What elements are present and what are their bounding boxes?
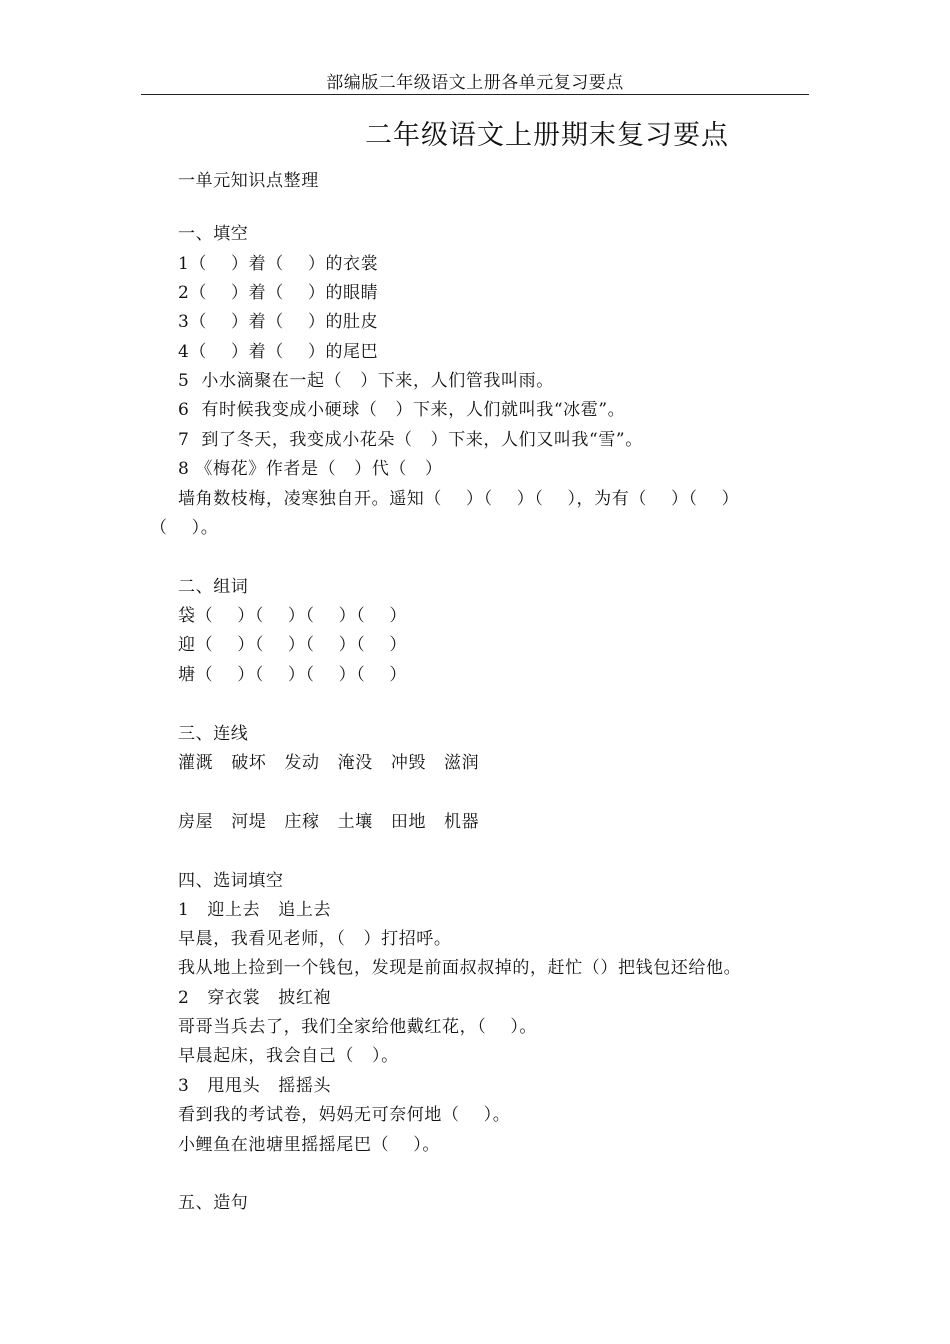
document-title: 二年级语文上册期末复习要点 — [365, 120, 729, 151]
choose-word-line-3: 我从地上捡到一个钱包，发现是前面叔叔掉的，赶忙（）把钱包还给他。 — [178, 958, 742, 978]
choose-word-line-7: 3 甩甩头 摇摇头 — [178, 1076, 332, 1096]
choose-word-line-2: 早晨，我看见老师，（ ）打招呼。 — [178, 929, 452, 949]
fill-blank-item-3: 3（ ）着（ ）的肚皮 — [178, 312, 379, 332]
page-header: 部编版二年级语文上册各单元复习要点 — [326, 73, 624, 93]
matching-row-nouns: 房屋 河堤 庄稼 土壤 田地 机器 — [178, 812, 480, 832]
choose-word-line-8: 看到我的考试卷，妈妈无可奈何地（ ）。 — [178, 1105, 511, 1125]
choose-word-line-1: 1 迎上去 追上去 — [178, 900, 332, 920]
section-heading-sentence: 五、造句 — [178, 1193, 249, 1213]
unit-heading: 一单元知识点整理 — [178, 171, 319, 191]
fill-blank-item-2: 2（ ）着（ ）的眼睛 — [178, 283, 379, 303]
matching-row-verbs: 灌溉 破坏 发动 淹没 冲毁 滋润 — [178, 753, 480, 773]
word-group-item-2: 迎（ ）（ ）（ ）（ ） — [178, 635, 407, 655]
header-divider — [141, 94, 809, 95]
section-heading-word-group: 二、组词 — [178, 577, 249, 597]
fill-blank-item-4: 4（ ）着（ ）的尾巴 — [178, 342, 379, 362]
word-group-item-1: 袋（ ）（ ）（ ）（ ） — [178, 606, 407, 626]
word-group-item-3: 塘（ ）（ ）（ ）（ ） — [178, 665, 407, 685]
section-heading-choose-word: 四、选词填空 — [178, 871, 284, 891]
section-heading-fill-blank: 一、填空 — [178, 224, 249, 244]
choose-word-line-5: 哥哥当兵去了，我们全家给他戴红花，（ ）。 — [178, 1017, 538, 1037]
fill-blank-item-8: 8 《梅花》作者是（ ）代（ ） — [178, 459, 443, 479]
choose-word-line-9: 小鲤鱼在池塘里摇摇尾巴（ ）。 — [178, 1135, 440, 1155]
poem-line-1: 墙角数枝梅，凌寒独自开。遥知（ ）（ ）（ ），为有（ ）（ ） — [178, 489, 740, 509]
poem-line-2: （ ）。 — [150, 518, 219, 538]
fill-blank-item-1: 1（ ）着（ ）的衣裳 — [178, 254, 379, 274]
section-heading-matching: 三、连线 — [178, 724, 249, 744]
choose-word-line-6: 早晨起床，我会自己（ ）。 — [178, 1046, 399, 1066]
choose-word-line-4: 2 穿衣裳 披红袍 — [178, 988, 332, 1008]
fill-blank-item-5: 5 小水滴聚在一起（ ）下来，人们管我叫雨。 — [178, 371, 554, 391]
fill-blank-item-6: 6 有时候我变成小硬球（ ）下来，人们就叫我“冰雹”。 — [178, 400, 626, 420]
fill-blank-item-7: 7 到了冬天，我变成小花朵（ ）下来，人们又叫我“雪”。 — [178, 430, 643, 450]
